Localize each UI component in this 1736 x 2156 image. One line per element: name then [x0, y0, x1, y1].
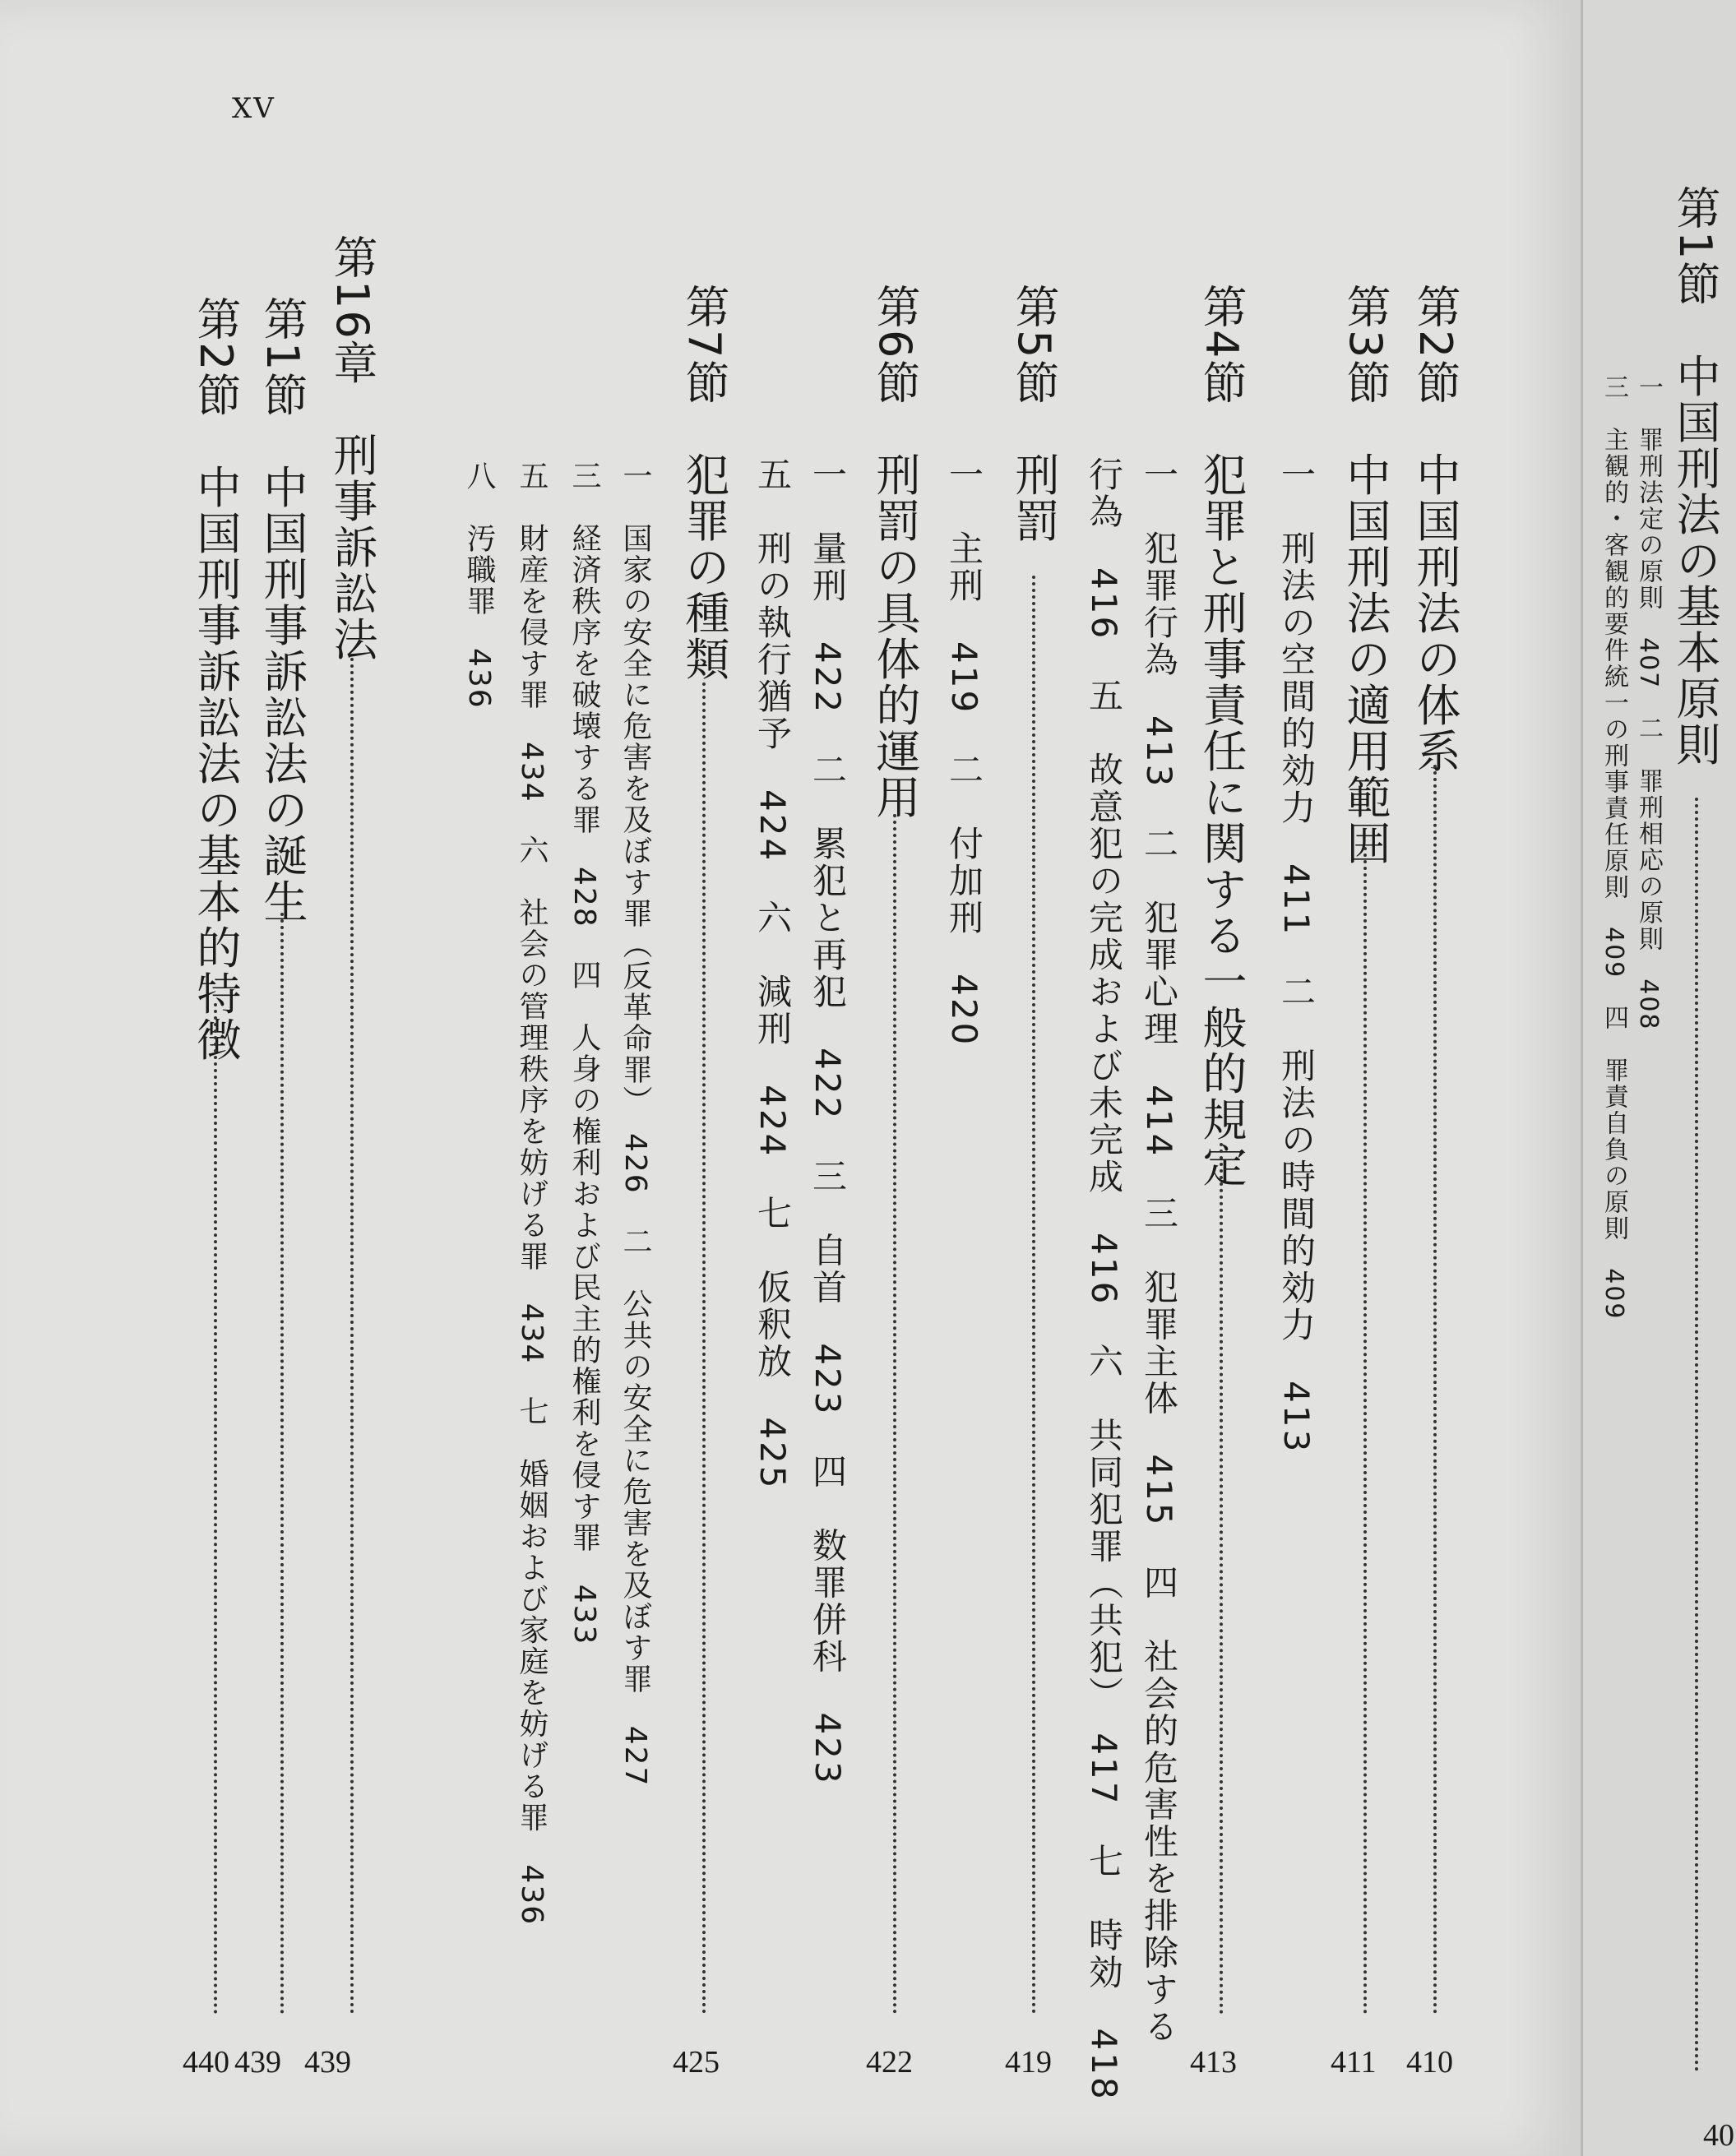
- toc-entry-ch16-sec1: 第1節 中国刑事訴訟法の誕生: [257, 296, 308, 925]
- right-page-title: 第1節 中国刑法の基本原則: [1669, 185, 1721, 768]
- toc-leader: [1032, 576, 1035, 2015]
- toc-page-sec4: 413: [1190, 2045, 1237, 2080]
- toc-sub-sec7-4: 八 汚職罪 436: [462, 460, 496, 710]
- toc-entry-sec7: 第7節 犯罪の種類: [678, 284, 730, 682]
- toc-entry-sec3: 第3節 中国刑法の適用範囲: [1340, 284, 1391, 867]
- right-page-line2: 三 主観的・客観的要件統一の刑事責任原則 409 四 罪責自負の原則 409: [1599, 374, 1628, 1321]
- toc-page-sec5: 419: [1005, 2045, 1052, 2080]
- toc-sub-sec6-1: 一 量刑 422 二 累犯と再犯 422 三 自首 423 四 数罪併科 423: [808, 456, 848, 1786]
- toc-leader: [1363, 847, 1367, 2015]
- page-number: XV: [232, 92, 275, 125]
- toc-sub-sec5: 一 主刑 419 二 付加刑 420: [944, 456, 984, 1048]
- toc-leader: [702, 682, 706, 2015]
- toc-leader: [350, 658, 354, 2015]
- toc-entry-ch16-sec2: 第2節 中国刑事訴訟法の基本的特徴: [190, 296, 242, 1063]
- toc-entry-sec2: 第2節 中国刑法の体系: [1410, 284, 1461, 775]
- toc-entry-ch16: 第16章 刑事訴訟法: [326, 234, 378, 663]
- toc-entry-sec4: 第4節 犯罪と刑事責任に関する一般的規定: [1196, 284, 1248, 1189]
- toc-sub-sec7-1: 一 国家の安全に危害を及ぼす罪（反革命罪） 426 二 公共の安全に危害を及ぼす罪 427: [618, 460, 652, 1788]
- toc-leader: [1433, 765, 1437, 2015]
- toc-page-ch16-sec2: 440: [183, 2045, 229, 2080]
- right-page-number: 40: [1703, 2118, 1734, 2153]
- toc-page-sec7: 425: [673, 2045, 720, 2080]
- toc-page-ch16-sec1: 439: [234, 2045, 281, 2080]
- toc-leader: [893, 814, 896, 2015]
- toc-sub-sec7-3: 五 財産を侵す罪 434 六 社会の管理秩序を妨げる罪 434 七 婚姻および家庭を妨げる罪 436: [515, 460, 549, 1927]
- toc-sub-sec4-2: 行為 416 五 故意犯の完成および未完成 416 六 共同犯罪（共犯） 417 七 時効 418: [1084, 456, 1124, 2102]
- toc-page-sec2: 410: [1406, 2045, 1453, 2080]
- toc-leader: [1220, 1143, 1223, 2015]
- toc-leader: [280, 913, 284, 2015]
- right-page-line1: 一 罪刑法定の原則 407 二 罪刑相応の原則 408: [1634, 374, 1663, 1031]
- toc-page-sec3: 411: [1331, 2045, 1377, 2080]
- toc-leader: [1695, 798, 1698, 2072]
- toc-sub-sec6-2: 五 刑の執行猶予 424 六 減刑 424 七 仮釈放 425: [752, 456, 793, 1491]
- toc-sub-sec4-1: 一 犯罪行為 413 二 犯罪心理 414 三 犯罪主体 415 四 社会的危害性を排除する: [1139, 456, 1179, 2046]
- toc-sub-sec3: 一 刑法の空間的効力 411 二 刑法の時間的効力 413: [1276, 456, 1317, 1455]
- toc-page-ch16: 439: [304, 2045, 351, 2080]
- toc-page-sec6: 422: [866, 2045, 913, 2080]
- right-page: [1581, 0, 1736, 2156]
- toc-sub-sec7-2: 三 経済秩序を破壊する罪 428 四 人身の権利および民主的権利を侵す罪 433: [567, 460, 601, 1646]
- toc-entry-sec5: 第5節 刑罰: [1008, 284, 1060, 544]
- toc-leader: [214, 1003, 217, 2015]
- toc-entry-sec6: 第6節 刑罰の具体的運用: [869, 284, 921, 821]
